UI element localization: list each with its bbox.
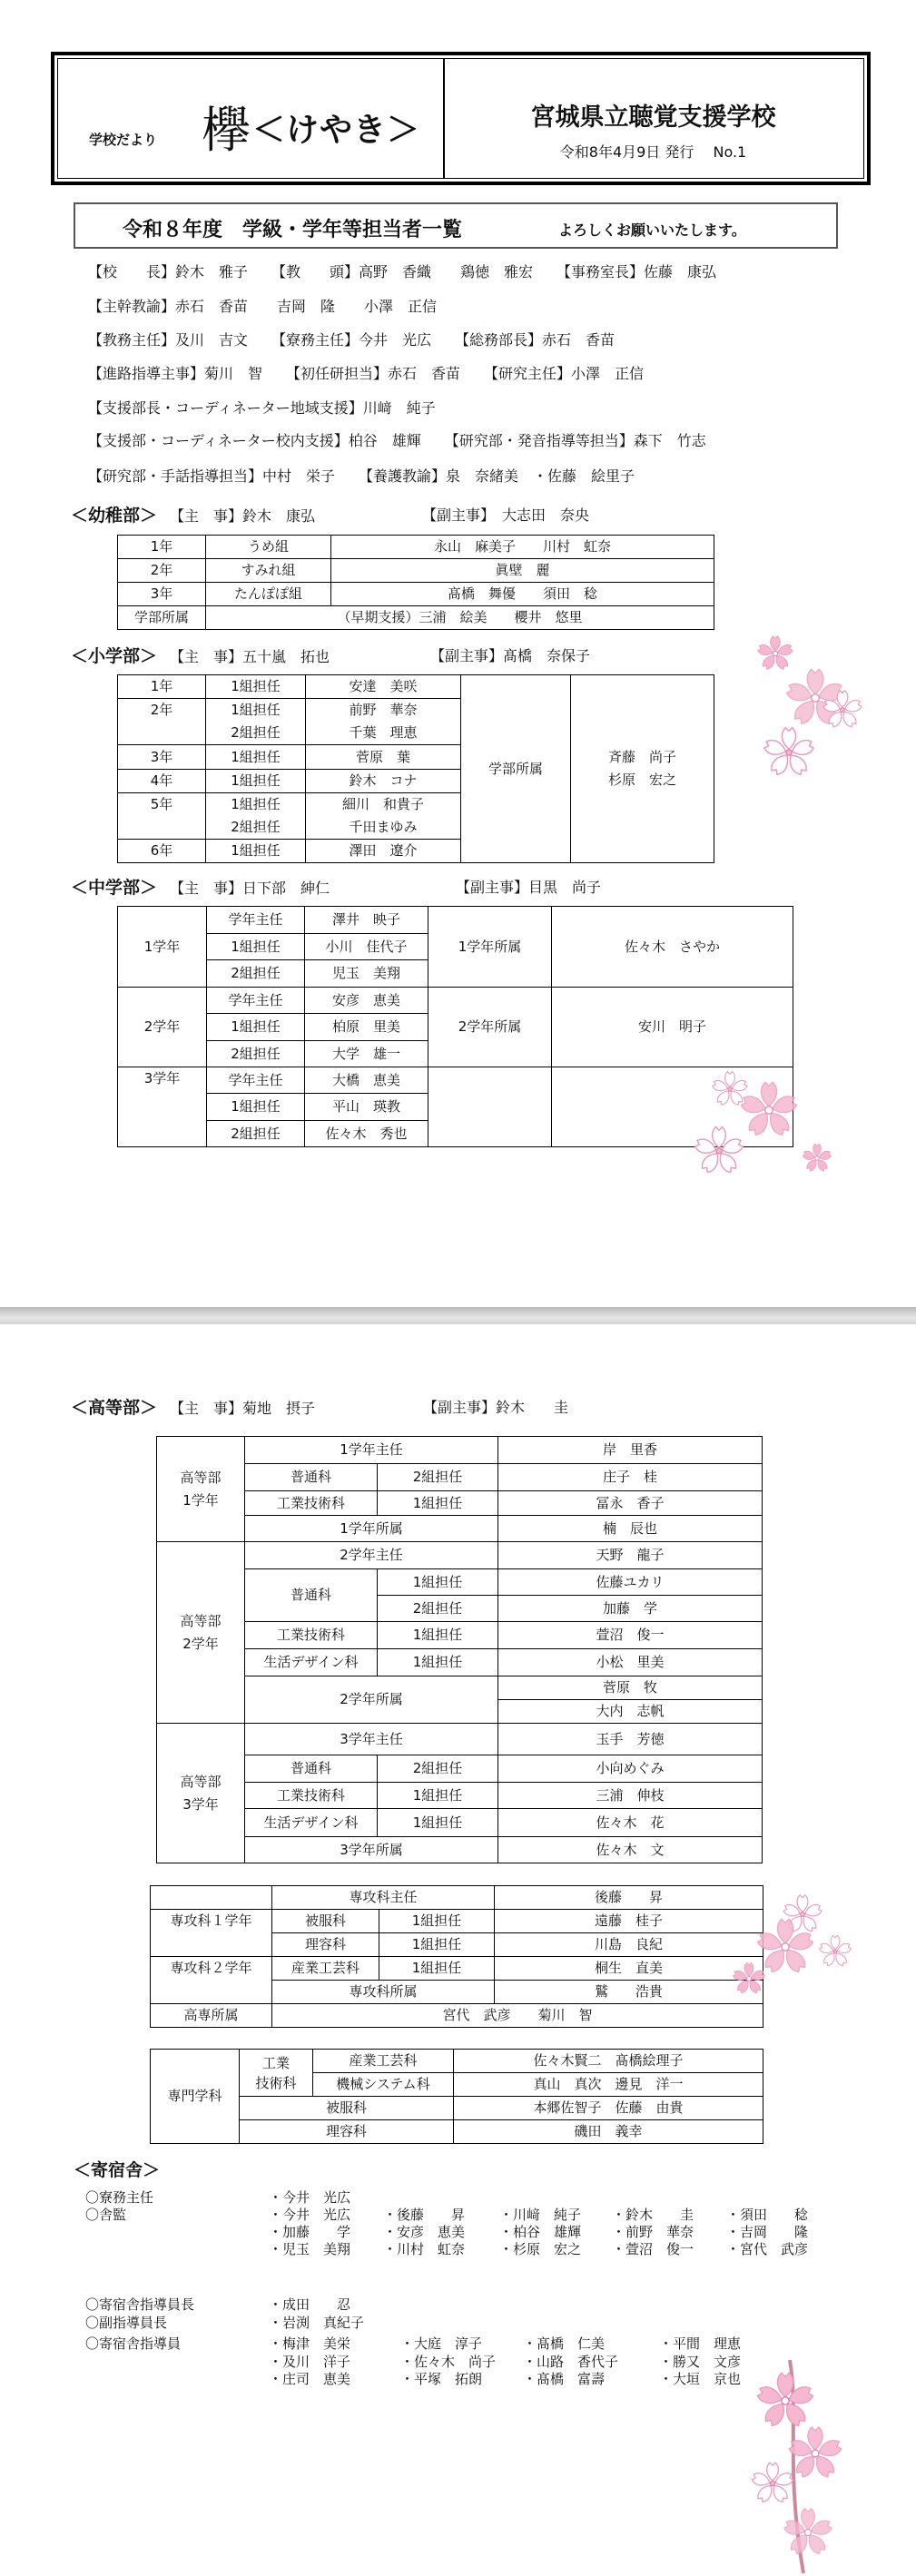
- table-row: 1学年所属 楠 辰也: [157, 1516, 763, 1542]
- page-break: [0, 1307, 916, 1324]
- dorm-row: ・児玉 美翔 ・川村 虹奈 ・杉原 宏之 ・萱沼 俊一 ・宮代 武彦: [269, 2241, 809, 2257]
- chief-teacher: 【主 事】菊地 摂子: [170, 1400, 316, 1417]
- table-row: 工業技術科 1組担任 冨永 香子: [157, 1491, 763, 1516]
- chief-teacher: 【主 事】鈴木 康弘: [170, 507, 316, 525]
- table-row: 2年 1組担任 2組担任 前野 華奈 千葉 理恵: [118, 699, 714, 745]
- dorm-row: 〇舎監 ・今井 光広 ・後藤 昇 ・川﨑 純子 ・鈴木 圭 ・須田 稔: [85, 2207, 809, 2223]
- staff-entry: 【研究主任】小澤 正信: [484, 365, 645, 382]
- table-row: 2学年所属 菅原 牧: [157, 1676, 763, 1700]
- section-heading: ＜高等部＞: [71, 1398, 158, 1418]
- table-row: 2学年 学年主任 安彦 恵美 2学年所属 安川 明子: [118, 988, 793, 1014]
- high-section-header: [71, 1394, 706, 1419]
- table-row: 専攻科１学年 被服科 1組担任 遠藤 桂子: [151, 1910, 763, 1933]
- table-row: 2組担任 佐々木 秀也: [118, 1121, 793, 1147]
- table-row: 普通科 2組担任 庄子 桂: [157, 1464, 763, 1491]
- table-row: 1組担任 平山 瑛教: [118, 1094, 793, 1121]
- table-row: 2組担任 加藤 学: [157, 1596, 763, 1622]
- table-row: 工業技術科 1組担任 萱沼 俊一: [157, 1622, 763, 1649]
- table-row: 3年 たんぽぽ組 髙橋 舞優 須田 稔: [118, 583, 714, 606]
- table-row: 機械システム科 真山 真次 邊見 洋一: [151, 2073, 763, 2097]
- dept-label: 学部所属: [461, 675, 571, 863]
- table-row: 専門学科 工業 技術科 産業工芸科 佐々木賢二 髙橋絵理子: [151, 2050, 763, 2073]
- section-heading: ＜小学部＞: [71, 646, 158, 666]
- vice-chief-teacher: 【副主事】 大志田 奈央: [422, 506, 590, 524]
- dept-names: 斉藤 尚子 杉原 宏之: [571, 675, 714, 863]
- chief-teacher: 【主 事】日下部 紳仁: [170, 880, 330, 897]
- table-row: 被服科 本郷佐智子 佐藤 由貴: [151, 2097, 763, 2120]
- staff-line: [88, 465, 658, 486]
- table-row: 普通科 1組担任 佐藤ユカリ: [157, 1569, 763, 1596]
- table-row: 2組担任 大学 雄一: [118, 1041, 793, 1067]
- staff-entry: 【主幹教諭】赤石 香苗 吉岡 隆 小澤 正信: [88, 298, 438, 315]
- section-heading: ＜寄宿舎＞: [74, 2160, 161, 2180]
- staff-entry: 【進路指導主事】菊川 智: [88, 365, 263, 382]
- page-title: 令和８年度 学級・学年等担当者一覧: [123, 219, 463, 241]
- staff-line: [88, 429, 730, 450]
- table-row: 1年 うめ組 永山 麻美子 川村 虹奈: [118, 536, 714, 559]
- page-subtitle: よろしくお願いいたします。: [558, 221, 746, 239]
- dorm-row: ・加藤 学 ・安彦 恵美 ・柏谷 雄輝 ・前野 華奈 ・吉岡 隆: [269, 2224, 809, 2240]
- table-row: 1組担任 柏原 里美: [118, 1014, 793, 1041]
- staff-line: [88, 261, 740, 281]
- table-row: 6年 1組担任 澤田 遼介: [118, 840, 714, 863]
- table-row: 専攻科２学年 産業工芸科 1組担任 桐生 直美: [151, 1957, 763, 1981]
- dorm-row: 〇寄宿舎指導員 ・梅津 美栄 ・大庭 淳子 ・髙橋 仁美 ・平間 理恵: [85, 2335, 742, 2352]
- staff-entry: 【総務部長】赤石 香苗: [455, 331, 616, 349]
- staff-entry: 【初任研担当】赤石 香苗: [286, 365, 461, 382]
- staff-line: [88, 362, 667, 383]
- table-row: 2組担任 児玉 美翔: [118, 960, 793, 988]
- high-table: [156, 1436, 763, 1863]
- table-row: 生活デザイン科 1組担任 佐々木 花: [157, 1809, 763, 1837]
- kinder-table: [117, 535, 714, 630]
- table-row: 1年 1組担任 安達 美咲 学部所属 斉藤 尚子 杉原 宏之: [118, 675, 714, 699]
- table-row: 学部所属 （早期支援）三浦 絵美 櫻井 悠里: [118, 606, 714, 630]
- chief-teacher: 【主 事】五十嵐 拓也: [170, 648, 330, 665]
- table-row: 工業技術科 1組担任 三浦 伸枝: [157, 1783, 763, 1809]
- table-row: 理容科 磯田 義幸: [151, 2120, 763, 2144]
- staff-entry: 【研究部・発音指導等担当】森下 竹志: [444, 432, 706, 449]
- dorm-row: 〇寮務主任 ・今井 光広: [85, 2189, 351, 2206]
- table-row: 高等部 1学年 1学年主任 岸 里香: [157, 1437, 763, 1464]
- staff-entry: 【研究部・手話指導担当】中村 栄子: [88, 467, 336, 485]
- sakura-decoration-icon: [755, 634, 873, 788]
- staff-entry: 【教 頭】高野 香織 鶏徳 雅宏: [271, 263, 534, 280]
- sakura-decoration-icon: [726, 1893, 862, 2001]
- table-row: 生活デザイン科 1組担任 小松 里美: [157, 1649, 763, 1676]
- staff-entry: 【養護教諭】泉 奈緒美 ・佐藤 絵里子: [359, 467, 635, 485]
- table-row: 高専所属 宮代 武彦 菊川 智: [151, 2004, 763, 2028]
- table-row: 高等部 2学年 2学年主任 天野 龍子: [157, 1542, 763, 1569]
- table-row: 理容科 1組担任 川島 良紀: [151, 1933, 763, 1957]
- dorm-row: ・庄司 恵美 ・平塚 拓朗 ・髙橋 富壽 ・大垣 京也: [269, 2371, 742, 2387]
- kinder-section-header: [71, 502, 706, 526]
- section-heading: ＜幼稚部＞: [71, 506, 158, 526]
- elem-section-header: [71, 643, 706, 667]
- table-row: 大内 志帆: [157, 1700, 763, 1724]
- table-row: 3年 1組担任 菅原 葉: [118, 745, 714, 770]
- newsletter-title-kana: ＜けやき＞: [252, 112, 421, 149]
- staff-entry: 【寮務主任】今井 光広: [271, 331, 432, 349]
- vice-chief-teacher: 【副主事】目黒 尚子: [456, 879, 602, 896]
- senkou-table: [150, 1885, 763, 2028]
- page-title-box: [74, 202, 838, 249]
- school-name: 宮城県立聴覚支援学校: [530, 103, 776, 132]
- middle-section-header: [71, 874, 706, 899]
- staff-entry: 【支援部・コーディネーター校内支援】柏谷 雄輝: [88, 432, 421, 449]
- section-heading: ＜中学部＞: [71, 878, 158, 898]
- dorm-row: ・及川 洋子 ・佐々木 尚子 ・山路 香代子 ・勝又 文彦: [269, 2354, 742, 2370]
- vice-chief-teacher: 【副主事】髙橋 奈保子: [430, 647, 591, 664]
- dorm-row: 〇副指導員長 ・岩渕 真紀子: [85, 2315, 365, 2331]
- vice-chief-teacher: 【副主事】鈴木 圭: [423, 1399, 569, 1416]
- newsletter-header: [51, 52, 871, 185]
- elem-table: [117, 674, 714, 863]
- table-row: 1組担任 小川 佳代子: [118, 934, 793, 960]
- dorm-row: 〇寄宿舎指導員長 ・成田 忍: [85, 2296, 351, 2313]
- staff-line: [88, 295, 460, 316]
- table-row: 普通科 2組担任 小向めぐみ: [157, 1755, 763, 1783]
- table-row: 1学年 学年主任 澤井 映子 1学年所属 佐々木 さやか: [118, 907, 793, 934]
- sakura-decoration-icon: [683, 1069, 846, 1187]
- newsletter-title-kanji: 欅: [202, 102, 251, 159]
- sakura-branch-icon: [735, 2360, 862, 2573]
- table-row: 専攻科主任 後藤 昇: [151, 1886, 763, 1910]
- staff-entry: 【校 長】鈴木 雅子: [88, 263, 249, 280]
- table-row: 専攻科所属 鷲 浩貴: [151, 1981, 763, 2004]
- newsletter-series: 学校だより: [89, 132, 158, 148]
- table-row: 3学年所属 佐々木 文: [157, 1837, 763, 1863]
- table-row: 2年 すみれ組 眞壁 麗: [118, 559, 714, 583]
- staff-entry: 【教務主任】及川 吉文: [88, 331, 249, 349]
- staff-entry: 【事務室長】佐藤 康弘: [556, 263, 717, 280]
- table-row: 3学年 学年主任 大橋 恵美: [118, 1067, 793, 1094]
- staff-entry: 【支援部長・コーディネーター地域支援】川﨑 純子: [88, 399, 436, 417]
- table-row: 5年 1組担任 2組担任 細川 和貴子 千田まゆみ: [118, 793, 714, 840]
- staff-line: [88, 329, 638, 349]
- issue-info: 令和8年4月9日 発行 No.1: [559, 143, 747, 161]
- table-row: 4年 1組担任 鈴木 コナ: [118, 770, 714, 793]
- table-row: 高等部 3学年 3学年主任 玉手 芳徳: [157, 1724, 763, 1755]
- senmon-table: [150, 2049, 763, 2144]
- staff-line: [88, 397, 459, 418]
